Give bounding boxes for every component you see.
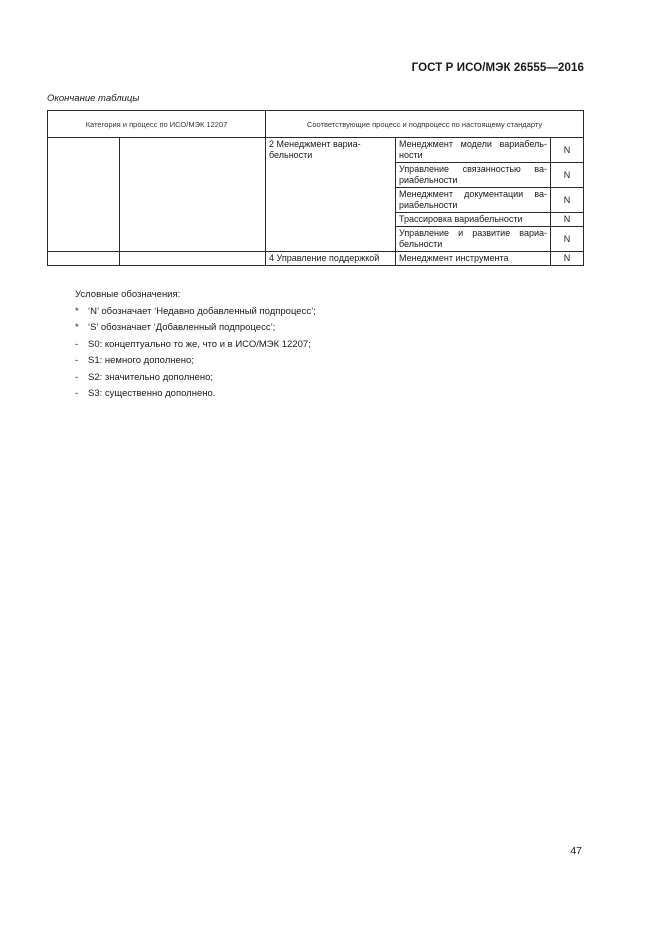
table-header-row (48, 111, 584, 138)
subprocess-cell: Управление связанностью вариабельности (396, 163, 551, 188)
legend-title: Условные обозначения: (75, 289, 181, 300)
document-code: ГОСТ Р ИСО/МЭК 26555—2016 (411, 62, 584, 74)
legend (75, 287, 316, 403)
table-row (48, 252, 584, 266)
legend-text: ‘N’ обозначает ‘Недавно добавленный подпроцесс’; (88, 305, 316, 317)
page-number: 47 (570, 845, 582, 857)
legend-text: S1: немного дополнено; (88, 355, 194, 366)
table-row (48, 138, 584, 163)
empty-cell (120, 252, 266, 266)
flag-cell: N (551, 213, 584, 227)
legend-item (75, 320, 316, 337)
process-cell: 4 Управление поддержкой (266, 252, 396, 266)
legend-item (75, 337, 316, 354)
legend-text: S3: существенно дополнено. (88, 388, 216, 399)
legend-item (75, 304, 316, 321)
subprocess-cell: Трассировка вариабельности (396, 213, 551, 227)
flag-cell: N (551, 252, 584, 266)
subprocess-cell: Менеджмент документации вариабельности (396, 188, 551, 213)
legend-mark: - (75, 388, 79, 399)
legend-item (75, 353, 316, 370)
subprocess-cell: Менеджмент модели вариабельности (396, 138, 551, 163)
table-caption: Окончание таблицы (47, 93, 140, 104)
flag-cell: N (551, 188, 584, 213)
process-table (47, 110, 584, 266)
legend-mark: - (75, 371, 79, 383)
empty-cell (48, 138, 120, 252)
flag-cell: N (551, 163, 584, 188)
legend-mark: * (75, 305, 79, 317)
legend-mark: * (75, 322, 79, 333)
legend-item (75, 370, 316, 387)
subprocess-cell: Управление и развитие вариабельности (396, 227, 551, 252)
header-iso12207: Категория и процесс по ИСО/МЭК 12207 (48, 111, 266, 138)
flag-cell: N (551, 138, 584, 163)
legend-text: S0: концептуально то же, что и в ИСО/МЭК 12207; (88, 338, 311, 350)
header-this-standard: Соответствующие процесс и подпроцесс по настоящему стандарту (266, 111, 584, 138)
empty-cell (120, 138, 266, 252)
process-cell: 2 Менеджмент вариабельности (266, 138, 396, 252)
legend-mark: - (75, 338, 79, 350)
legend-item (75, 386, 316, 403)
empty-cell (48, 252, 120, 266)
legend-mark: - (75, 355, 79, 366)
legend-text: ‘S’ обозначает ‘Добавленный подпроцесс’; (88, 322, 276, 333)
subprocess-cell: Менеджмент инструмента (396, 252, 551, 266)
flag-cell: N (551, 227, 584, 252)
legend-text: S2: значительно дополнено; (88, 371, 213, 383)
